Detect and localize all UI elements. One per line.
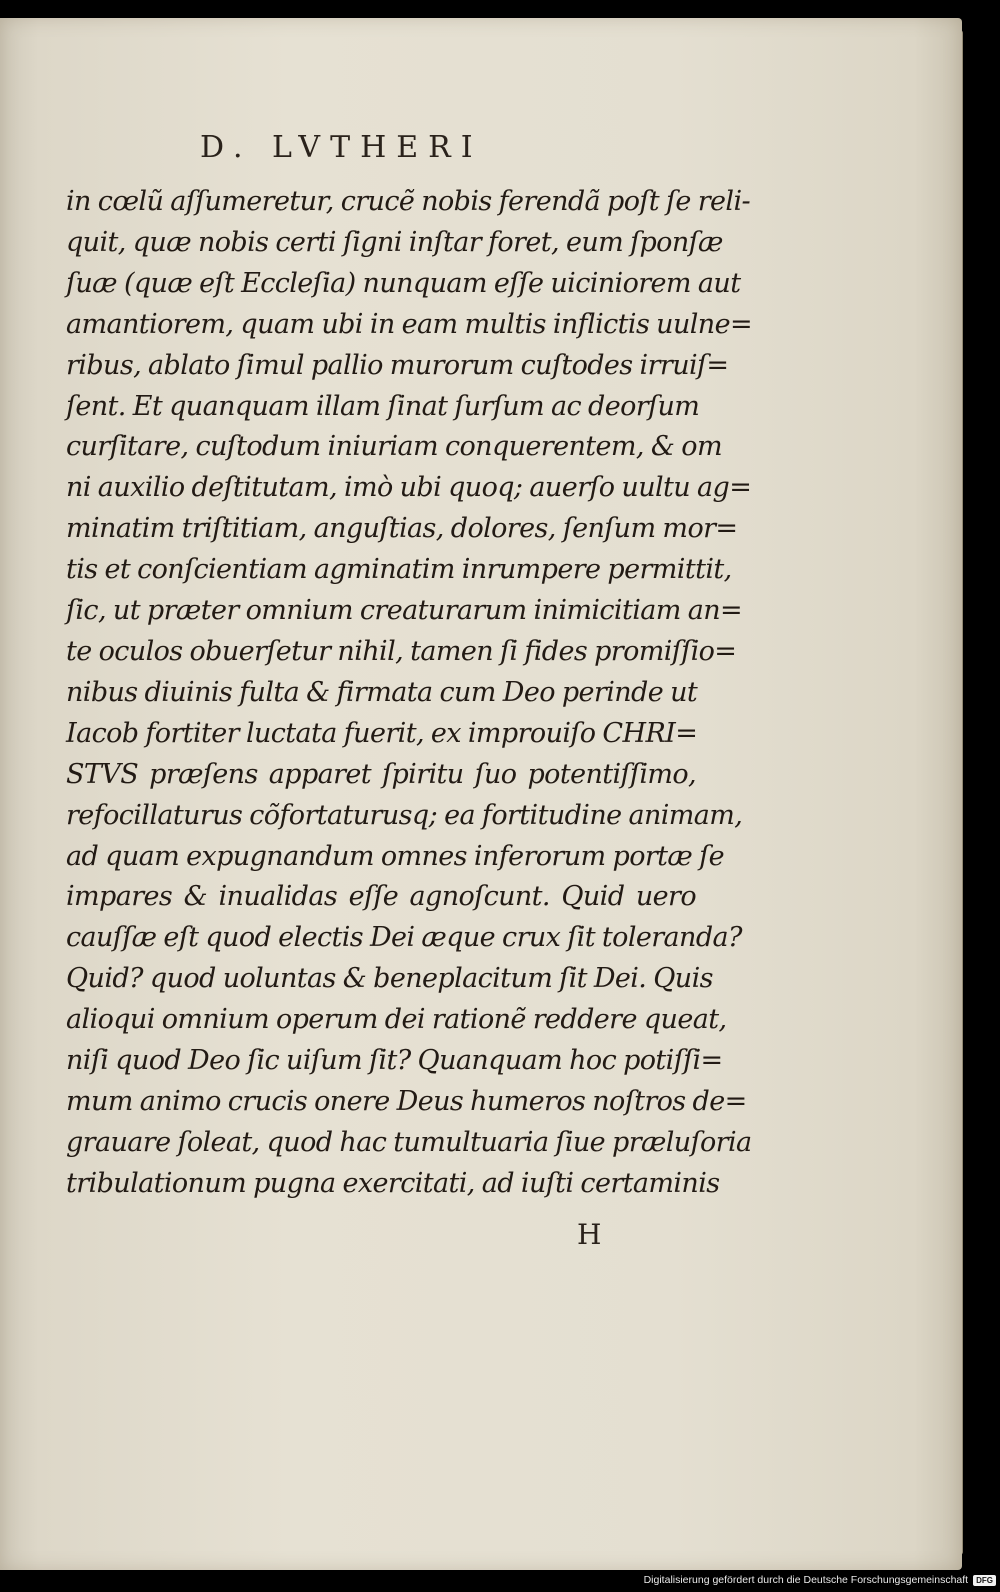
text-line: Quid? quod uoluntas & beneplacitum ſit Dei. Quis (66, 963, 713, 995)
body-text (66, 182, 752, 1205)
text-line: impares & inualidas eſſe agnoſcunt. Quid uero (66, 881, 696, 913)
text-line: ad quam expugnandum omnes inferorum portæ ſe (66, 840, 724, 872)
text-line: quit, quæ nobis certi ſigni inſtar foret, eum ſponſæ (66, 226, 723, 258)
text-line: STVS præſens apparet ſpiritu ſuo potentiſſimo, (66, 758, 696, 790)
text-line: grauare ſoleat, quod hac tumultuaria ſiue præluſoria (66, 1126, 752, 1158)
text-line: te oculos obuerſetur nihil, tamen ſi fides promiſſio= (66, 635, 737, 667)
dfg-logo-icon: DFG (973, 1575, 996, 1586)
running-head: D. LVTHERI (200, 130, 483, 165)
text-line: ſic, ut præter omnium creaturarum inimicitiam an= (66, 595, 743, 627)
text-line: ſuæ (quæ eſt Eccleſia) nunquam eſſe uiciniorem aut (66, 267, 741, 299)
text-line: Iacob fortiter luctata fuerit, ex improuiſo CHRI= (66, 717, 698, 749)
text-line: ſent. Et quanquam illam ſinat ſurſum ac deorſum (66, 390, 700, 422)
funding-credit: Digitalisierung gefördert durch die Deutsche Forschungsgemeinschaft (643, 1574, 969, 1586)
text-line: mum animo crucis onere Deus humeros noſtros de= (66, 1085, 747, 1117)
text-line: tis et conſcientiam agminatim inrumpere permittit, (66, 554, 732, 586)
text-line: minatim triſtitiam, anguſtias, dolores, ſenſum mor= (66, 513, 738, 545)
text-line: curſitare, cuſtodum iniuriam conquerentem, & om (66, 431, 722, 463)
text-line: niſi quod Deo ſic uiſum ſit? Quanquam hoc potiſſi= (66, 1045, 723, 1077)
text-line: in cœlũ aſſumeretur, crucẽ nobis ferendã poſt ſe reli- (66, 186, 751, 217)
text-line: ni auxilio deſtitutam, imò ubi quoq; auerſo uultu ag= (66, 472, 752, 504)
text-line: cauſſæ eſt quod electis Dei æque crux ſit toleranda? (66, 922, 742, 954)
text-line: alioqui omnium operum dei rationẽ reddere queat, (66, 1004, 727, 1036)
text-line: nibus diuinis fulta & firmata cum Deo perinde ut (66, 676, 698, 708)
footer-credit (644, 1574, 996, 1586)
text-line: tribulationum pugna exercitati, ad iuſti certaminis (66, 1167, 720, 1199)
text-line: refocillaturus cõfortaturusq; ea fortitudine animam, (66, 799, 743, 831)
text-line: ribus, ablato ſimul pallio murorum cuſtodes irruiſ= (66, 349, 729, 381)
signature-mark: H (577, 1218, 602, 1251)
book-page (0, 18, 962, 1570)
text-line: amantiorem, quam ubi in eam multis inflictis uulne= (66, 308, 752, 340)
